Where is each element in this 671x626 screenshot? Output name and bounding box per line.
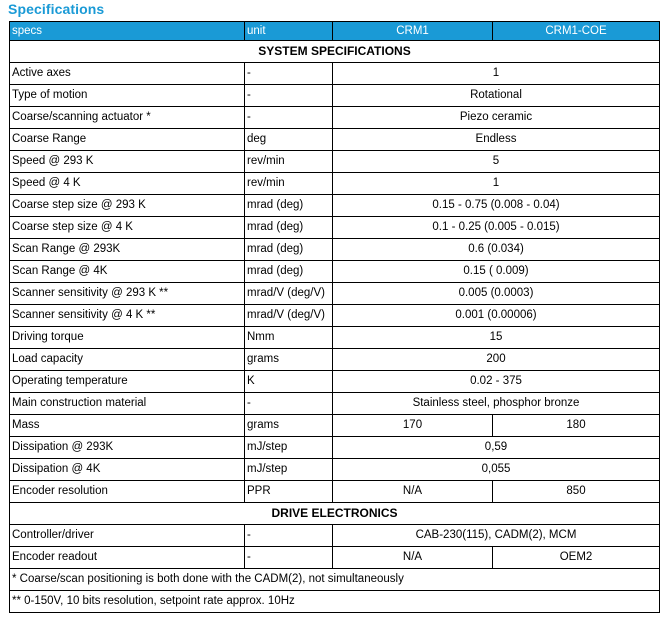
- spec-cell: Operating temperature: [10, 371, 245, 393]
- unit-cell: rev/min: [245, 173, 333, 195]
- footnote-text: * Coarse/scan positioning is both done with the CADM(2), not simultaneously: [10, 569, 660, 591]
- table-row: [10, 239, 660, 261]
- spec-cell: Coarse step size @ 293 K: [10, 195, 245, 217]
- table-row-controller: [10, 525, 660, 547]
- spec-cell: Speed @ 293 K: [10, 151, 245, 173]
- spec-cell: Main construction material: [10, 393, 245, 415]
- header-unit: unit: [245, 22, 333, 41]
- unit-cell: grams: [245, 349, 333, 371]
- unit-cell: PPR: [245, 481, 333, 503]
- value-cell: 200: [333, 349, 660, 371]
- spec-cell: Controller/driver: [10, 525, 245, 547]
- spec-cell: Coarse/scanning actuator *: [10, 107, 245, 129]
- unit-cell: Nmm: [245, 327, 333, 349]
- unit-cell: -: [245, 85, 333, 107]
- table-row: [10, 305, 660, 327]
- value-cell: Endless: [333, 129, 660, 151]
- table-row: [10, 261, 660, 283]
- crm1-value-cell: 170: [333, 415, 493, 437]
- section-title: DRIVE ELECTRONICS: [10, 503, 660, 525]
- header-specs: specs: [10, 22, 245, 41]
- unit-cell: mrad (deg): [245, 239, 333, 261]
- value-cell: 1: [333, 173, 660, 195]
- page-title: Specifications: [8, 1, 105, 17]
- section-title: SYSTEM SPECIFICATIONS: [10, 41, 660, 63]
- spec-cell: Dissipation @ 4K: [10, 459, 245, 481]
- value-cell: 0.005 (0.0003): [333, 283, 660, 305]
- table-row: [10, 283, 660, 305]
- unit-cell: rev/min: [245, 151, 333, 173]
- spec-cell: Scanner sensitivity @ 4 K **: [10, 305, 245, 327]
- spec-cell: Speed @ 4 K: [10, 173, 245, 195]
- unit-cell: mrad/V (deg/V): [245, 305, 333, 327]
- section-drive-electronics: [10, 503, 660, 525]
- table-row-encoder-resolution: [10, 481, 660, 503]
- table-row: [10, 129, 660, 151]
- unit-cell: deg: [245, 129, 333, 151]
- header-crm1-coe: CRM1-COE: [493, 22, 660, 41]
- table-row: [10, 327, 660, 349]
- unit-cell: -: [245, 547, 333, 569]
- header-row: [10, 22, 660, 41]
- value-cell: 0.15 ( 0.009): [333, 261, 660, 283]
- table-row: [10, 437, 660, 459]
- value-cell: 0,59: [333, 437, 660, 459]
- table-row: [10, 173, 660, 195]
- table-row: [10, 393, 660, 415]
- value-cell: Stainless steel, phosphor bronze: [333, 393, 660, 415]
- value-cell: 0.001 (0.00006): [333, 305, 660, 327]
- value-cell: 0.1 - 0.25 (0.005 - 0.015): [333, 217, 660, 239]
- spec-cell: Load capacity: [10, 349, 245, 371]
- table-row: [10, 459, 660, 481]
- header-crm1: CRM1: [333, 22, 493, 41]
- spec-cell: Scan Range @ 293K: [10, 239, 245, 261]
- spec-cell: Encoder resolution: [10, 481, 245, 503]
- value-cell: 1: [333, 63, 660, 85]
- unit-cell: mrad (deg): [245, 261, 333, 283]
- footnote-row: [10, 569, 660, 591]
- spec-cell: Coarse Range: [10, 129, 245, 151]
- specifications-table: [9, 21, 660, 613]
- crm1-value-cell: N/A: [333, 547, 493, 569]
- spec-cell: Active axes: [10, 63, 245, 85]
- section-system-specifications: [10, 41, 660, 63]
- value-cell: 0.02 - 375: [333, 371, 660, 393]
- unit-cell: -: [245, 525, 333, 547]
- value-cell: 0.15 - 0.75 (0.008 - 0.04): [333, 195, 660, 217]
- table-row: [10, 349, 660, 371]
- value-cell: 5: [333, 151, 660, 173]
- crm1-coe-value-cell: OEM2: [493, 547, 660, 569]
- unit-cell: grams: [245, 415, 333, 437]
- table-row-encoder-readout: [10, 547, 660, 569]
- unit-cell: mrad (deg): [245, 195, 333, 217]
- unit-cell: -: [245, 63, 333, 85]
- spec-cell: Encoder readout: [10, 547, 245, 569]
- unit-cell: mJ/step: [245, 459, 333, 481]
- unit-cell: -: [245, 107, 333, 129]
- spec-cell: Dissipation @ 293K: [10, 437, 245, 459]
- crm1-coe-value-cell: 850: [493, 481, 660, 503]
- table-row: [10, 195, 660, 217]
- spec-cell: Scan Range @ 4K: [10, 261, 245, 283]
- table-row: [10, 217, 660, 239]
- value-cell: 0,055: [333, 459, 660, 481]
- spec-cell: Mass: [10, 415, 245, 437]
- unit-cell: mJ/step: [245, 437, 333, 459]
- table-row: [10, 151, 660, 173]
- spec-cell: Scanner sensitivity @ 293 K **: [10, 283, 245, 305]
- value-cell: CAB-230(115), CADM(2), MCM: [333, 525, 660, 547]
- unit-cell: -: [245, 393, 333, 415]
- table-row-mass: [10, 415, 660, 437]
- unit-cell: K: [245, 371, 333, 393]
- crm1-coe-value-cell: 180: [493, 415, 660, 437]
- table-row: [10, 371, 660, 393]
- unit-cell: mrad/V (deg/V): [245, 283, 333, 305]
- value-cell: 15: [333, 327, 660, 349]
- table-row: [10, 63, 660, 85]
- spec-cell: Driving torque: [10, 327, 245, 349]
- footnote-text: ** 0-150V, 10 bits resolution, setpoint rate approx. 10Hz: [10, 591, 660, 613]
- spec-cell: Coarse step size @ 4 K: [10, 217, 245, 239]
- footnote-row: [10, 591, 660, 613]
- value-cell: 0.6 (0.034): [333, 239, 660, 261]
- table-row: [10, 85, 660, 107]
- value-cell: Rotational: [333, 85, 660, 107]
- unit-cell: mrad (deg): [245, 217, 333, 239]
- value-cell: Piezo ceramic: [333, 107, 660, 129]
- crm1-value-cell: N/A: [333, 481, 493, 503]
- spec-cell: Type of motion: [10, 85, 245, 107]
- table-row: [10, 107, 660, 129]
